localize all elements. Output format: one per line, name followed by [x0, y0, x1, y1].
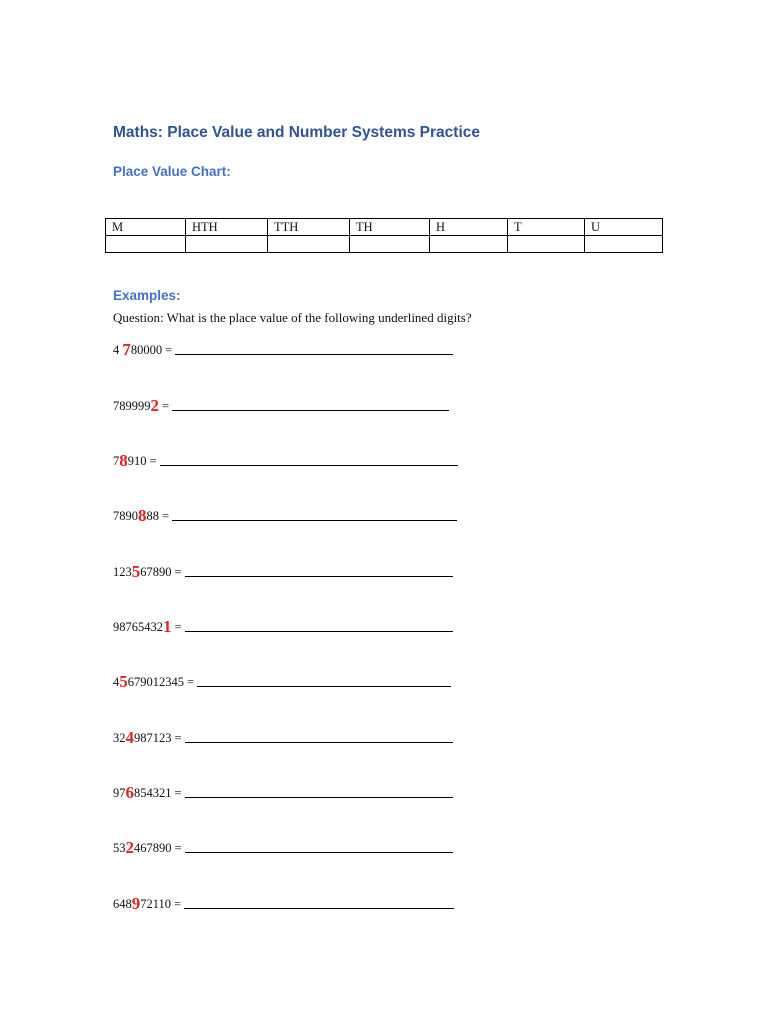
question-item [113, 890, 473, 912]
highlighted-digit: 8 [138, 506, 147, 525]
answer-blank[interactable] [197, 685, 451, 687]
number-prefix: 123 [113, 565, 132, 579]
number [113, 784, 172, 801]
table-cell [508, 236, 585, 253]
table-cell [430, 236, 508, 253]
number-prefix: 7 [113, 454, 120, 468]
question-item [113, 336, 473, 358]
answer-blank[interactable] [184, 907, 454, 909]
header-thousands: TH [350, 219, 430, 236]
equals-sign: = [162, 399, 170, 413]
table-cell [186, 236, 268, 253]
place-value-header-row [106, 219, 663, 236]
answer-blank[interactable] [175, 353, 453, 355]
page-title: Maths: Place Value and Number Systems Practice [113, 124, 480, 141]
answer-blank[interactable] [185, 851, 453, 853]
number [113, 507, 159, 524]
place-value-empty-row [106, 236, 663, 253]
number-suffix: 72110 [140, 897, 172, 911]
answer-blank[interactable] [172, 409, 449, 411]
header-hundreds: H [430, 219, 508, 236]
highlighted-digit: 2 [150, 396, 159, 415]
number-prefix: 32 [113, 731, 126, 745]
number [113, 452, 147, 469]
number-suffix: 987123 [134, 731, 172, 745]
place-value-chart-heading: Place Value Chart: [113, 164, 231, 179]
answer-blank[interactable] [185, 741, 453, 743]
number-suffix: 467890 [134, 841, 172, 855]
equals-sign: = [149, 454, 157, 468]
equals-sign: = [162, 509, 170, 523]
number [113, 895, 171, 912]
number [113, 341, 162, 358]
highlighted-digit: 4 [125, 728, 134, 747]
number-suffix: 910 [127, 454, 147, 468]
answer-blank[interactable] [185, 630, 453, 632]
header-tens: T [508, 219, 585, 236]
header-units: U [585, 219, 663, 236]
highlighted-digit: 7 [122, 340, 131, 359]
table-cell [268, 236, 350, 253]
answer-blank[interactable] [185, 575, 453, 577]
number-prefix: 53 [113, 841, 126, 855]
equals-sign: = [174, 731, 182, 745]
number [113, 563, 172, 580]
equals-sign: = [174, 897, 182, 911]
header-ten-thousands: TTH [268, 219, 350, 236]
number-suffix: 88 [146, 509, 159, 523]
highlighted-digit: 5 [131, 562, 141, 581]
examples-heading: Examples: [113, 288, 181, 303]
question-item [113, 558, 473, 580]
number-prefix: 98765432 [113, 620, 163, 634]
equals-sign: = [165, 343, 173, 357]
highlighted-digit: 2 [125, 838, 134, 857]
number [113, 839, 172, 856]
question-item [113, 613, 473, 635]
number-prefix: 4 [113, 343, 123, 357]
highlighted-digit: 6 [125, 783, 134, 802]
number-prefix: 97 [113, 786, 126, 800]
equals-sign: = [174, 786, 182, 800]
number-suffix: 80000 [130, 343, 163, 357]
number-prefix: 648 [113, 897, 132, 911]
question-item [113, 668, 473, 690]
header-millions: M [106, 219, 186, 236]
number-prefix: 789999 [113, 399, 151, 413]
number [113, 729, 172, 746]
table-cell [585, 236, 663, 253]
number [113, 673, 184, 690]
highlighted-digit: 9 [131, 894, 141, 913]
equals-sign: = [174, 841, 182, 855]
place-value-table [105, 218, 663, 253]
answer-blank[interactable] [185, 796, 453, 798]
number-prefix: 4 [113, 675, 120, 689]
question-text: Question: What is the place value of the following underlined digits? [113, 310, 472, 325]
table-cell [106, 236, 186, 253]
table-cell [350, 236, 430, 253]
highlighted-digit: 1 [163, 617, 172, 636]
header-hundred-thousands: HTH [186, 219, 268, 236]
question-item [113, 834, 473, 856]
number-suffix: 67890 [140, 565, 172, 579]
question-item [113, 447, 473, 469]
number [113, 618, 172, 635]
number-suffix: 854321 [134, 786, 172, 800]
question-item [113, 392, 473, 414]
equals-sign: = [174, 565, 182, 579]
answer-blank[interactable] [160, 464, 458, 466]
highlighted-digit: 8 [119, 451, 128, 470]
question-item [113, 724, 473, 746]
highlighted-digit: 5 [119, 672, 128, 691]
number [113, 397, 159, 414]
number-suffix: 679012345 [127, 675, 184, 689]
number-prefix: 7890 [113, 509, 138, 523]
answer-blank[interactable] [172, 519, 457, 521]
equals-sign: = [187, 675, 195, 689]
question-item [113, 502, 473, 524]
equals-sign: = [174, 620, 182, 634]
question-item [113, 779, 473, 801]
